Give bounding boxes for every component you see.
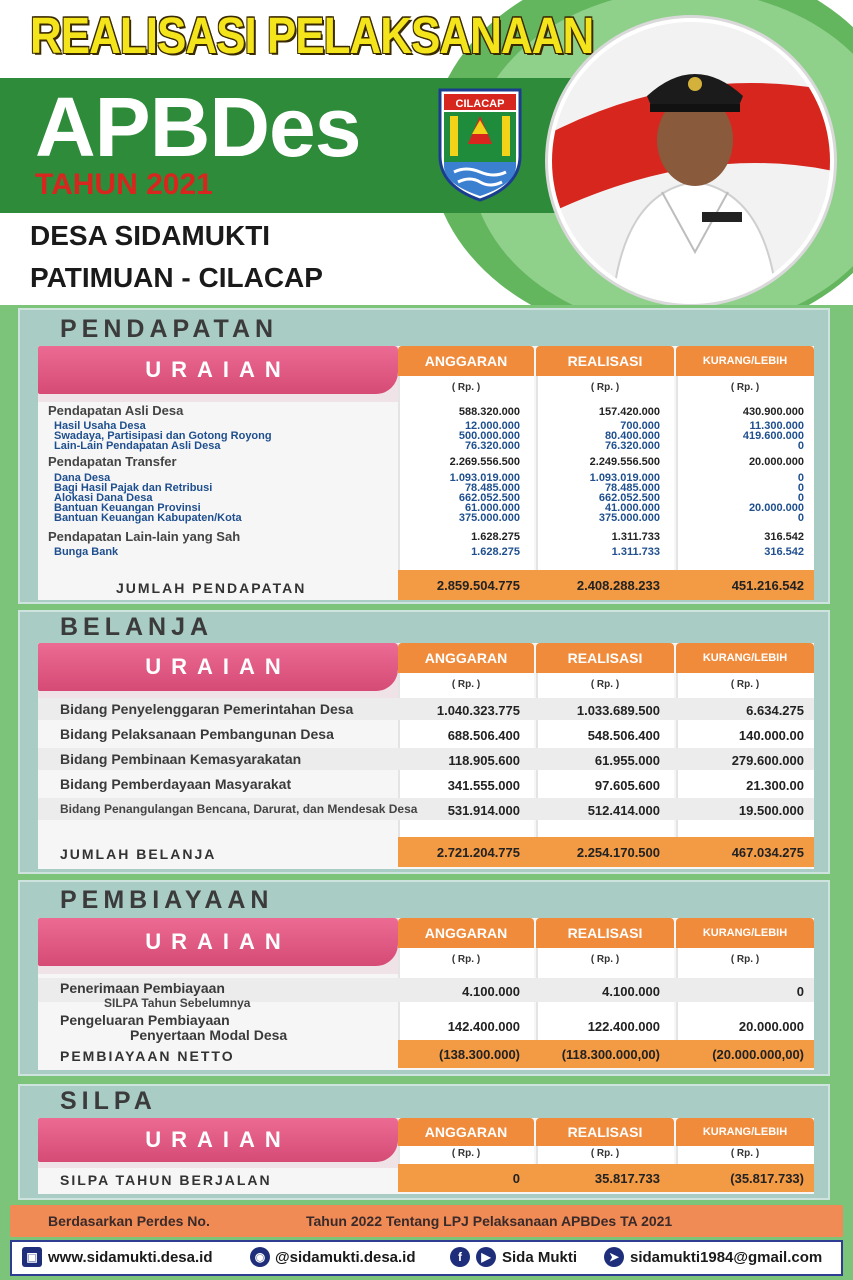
row-anggaran: 1.628.275: [471, 531, 520, 543]
portrait-illustration: [552, 22, 834, 304]
sub-row-label: Dana Desa: [54, 472, 111, 484]
sub-row-label: Lain-Lain Pendapatan Asli Desa: [54, 440, 221, 452]
sub-row-anggaran: 78.485.000: [464, 482, 520, 494]
pengeluaran-kurang: 20.000.000: [738, 1019, 804, 1034]
total-label: JUMLAH PENDAPATAN: [116, 580, 307, 596]
social-link[interactable]: Sida Mukti: [502, 1249, 578, 1266]
row-kurang: 20.000.000: [748, 456, 804, 468]
sub-row-anggaran: 662.052.500: [458, 492, 520, 504]
belanja-row-anggaran: 1.040.323.775: [436, 703, 520, 718]
col-rp: ( Rp. ): [451, 382, 481, 393]
email-link[interactable]: sidamukti1984@gmail.com: [630, 1249, 823, 1266]
uraian-header: URAIAN: [38, 346, 398, 394]
sub-row-label: Alokasi Dana Desa: [54, 492, 153, 504]
belanja-row-realisasi: 1.033.689.500: [576, 703, 660, 718]
belanja-row-kurang: 21.300.00: [746, 778, 804, 793]
pengeluaran-realisasi: 122.400.000: [587, 1019, 660, 1034]
sub-row-anggaran: 1.628.275: [471, 546, 520, 558]
total-kurang: (20.000.000,00): [712, 1047, 804, 1062]
total-realisasi: 2.254.170.500: [576, 845, 660, 860]
col-rp: ( Rp. ): [590, 954, 620, 965]
belanja-row-label: Bidang Penyelenggaran Pemerintahan Desa: [60, 701, 354, 717]
perdes-text-left: Berdasarkan Perdes No.: [48, 1213, 210, 1229]
sub-row-kurang: 0: [797, 472, 804, 484]
penerimaan-label: Penerimaan Pembiayaan: [60, 980, 225, 996]
sub-row-kurang: 11.300.000: [749, 420, 804, 432]
sub-row-kurang: 0: [797, 492, 804, 504]
belanja-row-anggaran: 118.905.600: [448, 753, 520, 768]
col-realisasi: REALISASI: [536, 1118, 674, 1146]
silpa-table: [38, 1118, 814, 1194]
belanja-row-realisasi: 61.955.000: [594, 753, 660, 768]
belanja-row-label: Bidang Pelaksanaan Pembangunan Desa: [60, 726, 334, 742]
col-anggaran: ANGGARAN: [398, 346, 534, 376]
section-silpa: [18, 1084, 830, 1200]
sub-row-anggaran: 61.000.000: [464, 502, 520, 514]
col-rp: ( Rp. ): [730, 1148, 760, 1159]
belanja-row-kurang: 140.000.00: [738, 728, 804, 743]
col-rp: ( Rp. ): [730, 954, 760, 965]
belanja-row-label: Bidang Pemberdayaan Masyarakat: [60, 776, 292, 792]
row-kurang: 430.900.000: [742, 406, 804, 418]
belanja-row-realisasi: 548.506.400: [587, 728, 660, 743]
sub-row-label: Bantuan Keuangan Provinsi: [54, 502, 201, 514]
website-link[interactable]: www.sidamukti.desa.id: [48, 1249, 213, 1266]
sub-row-realisasi: 80.400.000: [604, 430, 660, 442]
col-kurang-lebih: KURANG/LEBIH: [676, 918, 814, 948]
sub-row-anggaran: 12.000.000: [464, 420, 520, 432]
title-year: TAHUN 2021: [35, 168, 213, 201]
belanja-table: [38, 643, 814, 869]
total-kurang: (35.817.733): [730, 1171, 804, 1186]
sub-row-realisasi: 1.311.733: [611, 546, 660, 558]
uraian-header: URAIAN: [38, 918, 398, 966]
total-label: PEMBIAYAAN NETTO: [60, 1048, 235, 1064]
col-kurang-lebih: KURANG/LEBIH: [676, 643, 814, 673]
penerimaan-realisasi: 4.100.000: [602, 984, 660, 999]
poster-header: [0, 0, 853, 305]
sub-row-kurang: 0: [797, 512, 804, 524]
total-anggaran: 2.721.204.775: [436, 845, 520, 860]
sub-row-label: Hasil Usaha Desa: [54, 420, 146, 432]
sub-row-kurang: 20.000.000: [748, 502, 804, 514]
row-realisasi: 157.420.000: [598, 406, 660, 418]
telegram-icon: ➤: [604, 1247, 624, 1267]
col-anggaran: ANGGARAN: [398, 1118, 534, 1146]
cilacap-logo: [436, 86, 524, 202]
total-realisasi: (118.300.000,00): [561, 1047, 660, 1062]
uraian-header: URAIAN: [38, 1118, 398, 1162]
sub-row-label: Swadaya, Partisipasi dan Gotong Royong: [54, 430, 272, 442]
youtube-icon: ▶: [476, 1247, 496, 1267]
col-realisasi: REALISASI: [536, 346, 674, 376]
total-anggaran: 2.859.504.775: [436, 578, 520, 593]
belanja-row-kurang: 6.634.275: [746, 703, 804, 718]
total-realisasi: 35.817.733: [594, 1171, 660, 1186]
col-rp: ( Rp. ): [590, 1148, 620, 1159]
sub-row-label: Bagi Hasil Pajak dan Retribusi: [54, 482, 213, 494]
row-realisasi: 1.311.733: [611, 531, 660, 543]
village-name: DESA SIDAMUKTI: [30, 220, 271, 251]
total-label: JUMLAH BELANJA: [60, 846, 217, 862]
pembiayaan-table: [38, 918, 814, 1070]
pengeluaran-sub-label: Penyertaan Modal Desa: [130, 1027, 288, 1043]
instagram-icon: ◉: [250, 1247, 270, 1267]
col-kurang-lebih: KURANG/LEBIH: [676, 1118, 814, 1146]
belanja-row-anggaran: 341.555.000: [447, 778, 520, 793]
sub-row-realisasi: 700.000: [620, 420, 660, 432]
title-apbdes: APBDes: [35, 80, 361, 174]
sub-row-label: Bunga Bank: [54, 546, 119, 558]
district-name: PATIMUAN - CILACAP: [30, 262, 323, 293]
col-rp: ( Rp. ): [590, 679, 620, 690]
sub-row-kurang: 0: [797, 440, 804, 452]
total-anggaran: 0: [512, 1171, 520, 1186]
col-rp: ( Rp. ): [451, 679, 481, 690]
total-label: SILPA TAHUN BERJALAN: [60, 1172, 272, 1188]
sub-row-anggaran: 375.000.000: [458, 512, 520, 524]
pengeluaran-label: Pengeluaran Pembiayaan: [60, 1012, 230, 1028]
penerimaan-kurang: 0: [796, 984, 804, 999]
penerimaan-anggaran: 4.100.000: [462, 984, 520, 999]
sub-row-kurang: 0: [797, 482, 804, 494]
section-pendapatan: [18, 308, 830, 604]
section-title-belanja: BELANJA: [60, 613, 214, 641]
pendapatan-table: [38, 346, 814, 600]
uraian-header: URAIAN: [38, 643, 398, 691]
row-kurang: 316.542: [764, 531, 804, 543]
sub-row-anggaran: 1.093.019.000: [449, 472, 520, 484]
col-rp: ( Rp. ): [590, 382, 620, 393]
facebook-icon: f: [450, 1247, 470, 1267]
row-realisasi: 2.249.556.500: [589, 456, 660, 468]
col-kurang-lebih: KURANG/LEBIH: [676, 346, 814, 376]
col-rp: ( Rp. ): [730, 382, 760, 393]
sub-row-realisasi: 375.000.000: [598, 512, 660, 524]
portrait-photo: [548, 18, 834, 304]
row-label: Pendapatan Asli Desa: [48, 403, 184, 418]
website-icon: ▣: [22, 1247, 42, 1267]
penerimaan-sub-label: SILPA Tahun Sebelumnya: [104, 996, 251, 1010]
logo-text: CILACAP: [455, 98, 505, 110]
sub-row-anggaran: 76.320.000: [464, 440, 520, 452]
section-pembiayaan: [18, 880, 830, 1076]
total-kurang: 467.034.275: [731, 845, 804, 860]
pengeluaran-anggaran: 142.400.000: [447, 1019, 520, 1034]
section-belanja: [18, 610, 830, 874]
perdes-text-right: Tahun 2022 Tentang LPJ Pelaksanaan APBDes TA 2021: [306, 1213, 673, 1229]
row-anggaran: 588.320.000: [458, 406, 520, 418]
section-title-pendapatan: PENDAPATAN: [60, 315, 279, 343]
total-kurang: 451.216.542: [731, 578, 804, 593]
col-anggaran: ANGGARAN: [398, 643, 534, 673]
col-realisasi: REALISASI: [536, 918, 674, 948]
sub-row-realisasi: 78.485.000: [604, 482, 660, 494]
total-realisasi: 2.408.288.233: [576, 578, 660, 593]
sub-row-realisasi: 1.093.019.000: [589, 472, 660, 484]
belanja-row-anggaran: 531.914.000: [447, 803, 520, 818]
sub-row-realisasi: 76.320.000: [604, 440, 660, 452]
sub-row-kurang: 419.600.000: [742, 430, 804, 442]
col-rp: ( Rp. ): [451, 1148, 481, 1159]
section-title-silpa: SILPA: [60, 1087, 157, 1115]
belanja-row-realisasi: 97.605.600: [594, 778, 660, 793]
col-rp: ( Rp. ): [730, 679, 760, 690]
row-label: Pendapatan Transfer: [48, 454, 177, 469]
sub-row-realisasi: 662.052.500: [598, 492, 660, 504]
col-realisasi: REALISASI: [536, 643, 674, 673]
belanja-row-kurang: 279.600.000: [731, 753, 804, 768]
sub-row-label: Bantuan Keuangan Kabupaten/Kota: [54, 512, 242, 524]
col-rp: ( Rp. ): [451, 954, 481, 965]
total-anggaran: (138.300.000): [439, 1047, 520, 1062]
section-title-pembiayaan: PEMBIAYAAN: [60, 886, 274, 914]
row-label: Pendapatan Lain-lain yang Sah: [48, 529, 241, 544]
belanja-row-label: Bidang Penangulangan Bencana, Darurat, dan Mendesak Desa: [60, 802, 418, 816]
belanja-row-label: Bidang Pembinaan Kemasyarakatan: [60, 751, 302, 767]
instagram-link[interactable]: @sidamukti.desa.id: [275, 1249, 416, 1266]
title-realisasi: REALISASI PELAKSANAAN: [30, 8, 594, 65]
sub-row-kurang: 316.542: [764, 546, 804, 558]
belanja-row-realisasi: 512.414.000: [587, 803, 660, 818]
belanja-row-kurang: 19.500.000: [738, 803, 804, 818]
row-anggaran: 2.269.556.500: [449, 456, 520, 468]
sub-row-realisasi: 41.000.000: [604, 502, 660, 514]
belanja-row-anggaran: 688.506.400: [447, 728, 520, 743]
col-anggaran: ANGGARAN: [398, 918, 534, 948]
sub-row-anggaran: 500.000.000: [458, 430, 520, 442]
